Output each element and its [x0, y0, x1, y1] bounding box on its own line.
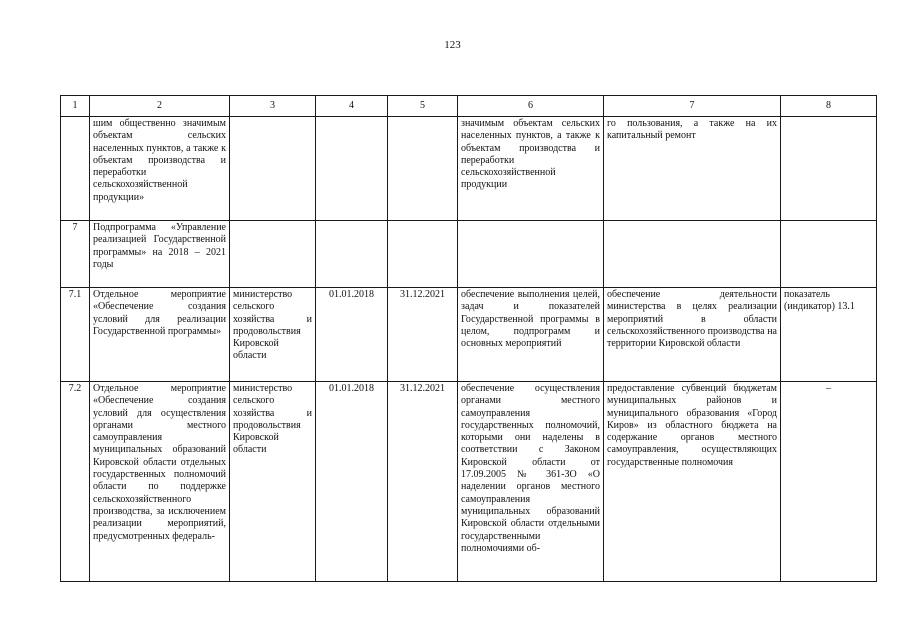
expected-result: обеспечение осуществления органами местного самоуправления государственных полномочий, которыми они наделены в соответствии с Законом Кировской области от 17.09.2005 № 361-ЗО «О наделении органов местного самоуправления муниципальных образований Кировской области отдельными государственными полномочиями об-	[458, 382, 604, 582]
executor	[230, 221, 316, 288]
indicator-link: показатель (индикатор) 13.1	[781, 288, 877, 382]
expected-result	[458, 221, 604, 288]
header-cell-4: 4	[316, 96, 388, 117]
program-table	[60, 95, 877, 582]
expected-result: значимым объектам сельских населенных пунктов, а также к объектам производства и переработки сельскохозяйственной продукции	[458, 117, 604, 221]
start-date: 01.01.2018	[316, 288, 388, 382]
measure-name: шим общественно значимым объектам сельских населенных пунктов, а также к объектам производства и переработки сельскохозяйственной продукции»	[90, 117, 230, 221]
page-number: 123	[444, 39, 461, 51]
indicator-link	[781, 117, 877, 221]
table-row	[61, 117, 877, 221]
indicator-link	[781, 221, 877, 288]
main-directions: предоставление субвенций бюджетам муниципальных районов и муниципального образования «Город Киров» из областного бюджета на содержание органов местного самоуправления, осуществляющих государственные полномочия	[604, 382, 781, 582]
table-header-row	[61, 96, 877, 117]
main-directions: обеспечение деятельности министерства в целях реализации мероприятий в области сельскохозяйственного производства на территории Кировской области	[604, 288, 781, 382]
measure-name: Отдельное мероприятие «Обеспечение создания условий для осуществления органами местного самоуправления муниципальных образований Кировской области отдельных государственных полномочий области по поддержке сельскохозяйственного производства, за исключением реализации мероприятий, предусмотренных федераль-	[90, 382, 230, 582]
header-cell-6: 6	[458, 96, 604, 117]
measure-name: Отдельное мероприятие «Обеспечение создания условий для реализации Государственной программы»	[90, 288, 230, 382]
measure-name: Подпрограмма «Управление реализацией Государственной программы» на 2018 – 2021 годы	[90, 221, 230, 288]
table-row	[61, 221, 877, 288]
main-directions: го пользования, а также на их капитальный ремонт	[604, 117, 781, 221]
end-date: 31.12.2021	[388, 288, 458, 382]
header-cell-1: 1	[61, 96, 90, 117]
header-cell-2: 2	[90, 96, 230, 117]
main-directions	[604, 221, 781, 288]
row-number: 7	[61, 221, 90, 288]
end-date: 31.12.2021	[388, 382, 458, 582]
header-cell-3: 3	[230, 96, 316, 117]
row-number: 7.2	[61, 382, 90, 582]
header-cell-7: 7	[604, 96, 781, 117]
table-row	[61, 288, 877, 382]
row-number	[61, 117, 90, 221]
executor: министерство сельского хозяйства и продовольствия Кировской области	[230, 382, 316, 582]
expected-result: обеспечение выполнения целей, задач и показателей Государственной программы в целом, подпрограмм и основных мероприятий	[458, 288, 604, 382]
executor	[230, 117, 316, 221]
executor: министерство сельского хозяйства и продовольствия Кировской области	[230, 288, 316, 382]
indicator-link: –	[781, 382, 877, 582]
end-date	[388, 221, 458, 288]
end-date	[388, 117, 458, 221]
table-row	[61, 382, 877, 582]
start-date	[316, 221, 388, 288]
row-number: 7.1	[61, 288, 90, 382]
start-date	[316, 117, 388, 221]
header-cell-8: 8	[781, 96, 877, 117]
start-date: 01.01.2018	[316, 382, 388, 582]
header-cell-5: 5	[388, 96, 458, 117]
